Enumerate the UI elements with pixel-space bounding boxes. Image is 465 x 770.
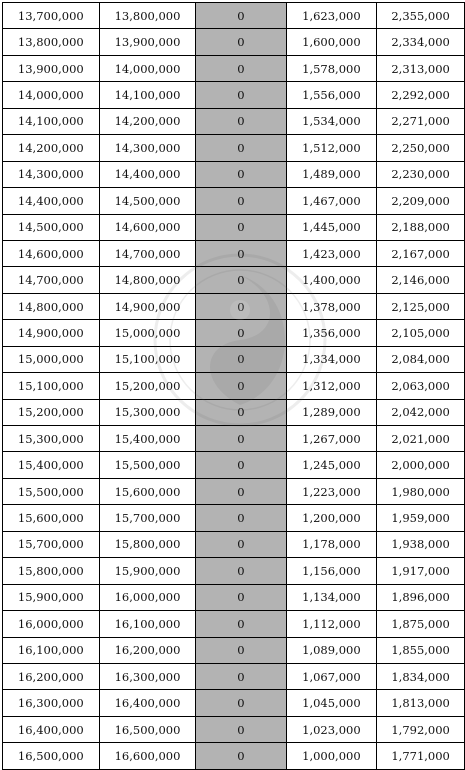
income-from-cell: 14,700,000 <box>3 267 100 293</box>
table-row <box>3 188 465 214</box>
amount-b-cell: 2,355,000 <box>377 3 465 29</box>
income-to-cell: 15,400,000 <box>99 426 196 452</box>
income-from-cell: 15,400,000 <box>3 452 100 478</box>
shaded-value-cell: 0 <box>196 240 286 266</box>
amount-b-cell: 2,000,000 <box>377 452 465 478</box>
income-from-cell: 15,100,000 <box>3 373 100 399</box>
amount-a-cell: 1,112,000 <box>286 611 377 637</box>
amount-b-cell: 2,105,000 <box>377 320 465 346</box>
table-body <box>3 3 465 770</box>
income-from-cell: 14,500,000 <box>3 214 100 240</box>
table-row <box>3 531 465 557</box>
income-to-cell: 14,900,000 <box>99 293 196 319</box>
income-to-cell: 13,800,000 <box>99 3 196 29</box>
income-to-cell: 13,900,000 <box>99 29 196 55</box>
income-to-cell: 15,900,000 <box>99 558 196 584</box>
amount-b-cell: 1,980,000 <box>377 478 465 504</box>
income-from-cell: 15,800,000 <box>3 558 100 584</box>
amount-b-cell: 2,042,000 <box>377 399 465 425</box>
income-to-cell: 14,400,000 <box>99 161 196 187</box>
shaded-value-cell: 0 <box>196 161 286 187</box>
income-to-cell: 15,600,000 <box>99 478 196 504</box>
shaded-value-cell: 0 <box>196 135 286 161</box>
table-row <box>3 135 465 161</box>
table-row <box>3 663 465 689</box>
income-from-cell: 15,700,000 <box>3 531 100 557</box>
amount-b-cell: 1,771,000 <box>377 743 465 769</box>
shaded-value-cell: 0 <box>196 452 286 478</box>
table-row <box>3 478 465 504</box>
amount-a-cell: 1,623,000 <box>286 3 377 29</box>
amount-b-cell: 2,146,000 <box>377 267 465 293</box>
table-row <box>3 55 465 81</box>
shaded-value-cell: 0 <box>196 426 286 452</box>
income-to-cell: 16,000,000 <box>99 584 196 610</box>
table-row <box>3 320 465 346</box>
amount-b-cell: 2,167,000 <box>377 240 465 266</box>
table-row <box>3 29 465 55</box>
income-to-cell: 14,700,000 <box>99 240 196 266</box>
income-from-cell: 13,700,000 <box>3 3 100 29</box>
amount-b-cell: 2,230,000 <box>377 161 465 187</box>
table-row <box>3 108 465 134</box>
shaded-value-cell: 0 <box>196 55 286 81</box>
amount-b-cell: 1,792,000 <box>377 716 465 742</box>
shaded-value-cell: 0 <box>196 267 286 293</box>
income-to-cell: 16,600,000 <box>99 743 196 769</box>
amount-a-cell: 1,445,000 <box>286 214 377 240</box>
table-row <box>3 452 465 478</box>
tax-bracket-table <box>2 2 465 770</box>
amount-b-cell: 1,938,000 <box>377 531 465 557</box>
income-from-cell: 14,400,000 <box>3 188 100 214</box>
shaded-value-cell: 0 <box>196 399 286 425</box>
income-from-cell: 16,100,000 <box>3 637 100 663</box>
income-to-cell: 16,200,000 <box>99 637 196 663</box>
table-row <box>3 558 465 584</box>
amount-b-cell: 2,021,000 <box>377 426 465 452</box>
shaded-value-cell: 0 <box>196 320 286 346</box>
amount-a-cell: 1,534,000 <box>286 108 377 134</box>
amount-a-cell: 1,600,000 <box>286 29 377 55</box>
income-to-cell: 15,300,000 <box>99 399 196 425</box>
income-from-cell: 15,300,000 <box>3 426 100 452</box>
income-from-cell: 15,200,000 <box>3 399 100 425</box>
table-row <box>3 584 465 610</box>
income-to-cell: 14,300,000 <box>99 135 196 161</box>
income-from-cell: 16,300,000 <box>3 690 100 716</box>
income-to-cell: 15,200,000 <box>99 373 196 399</box>
amount-b-cell: 1,875,000 <box>377 611 465 637</box>
amount-a-cell: 1,356,000 <box>286 320 377 346</box>
amount-b-cell: 2,188,000 <box>377 214 465 240</box>
income-to-cell: 15,800,000 <box>99 531 196 557</box>
amount-a-cell: 1,045,000 <box>286 690 377 716</box>
amount-a-cell: 1,245,000 <box>286 452 377 478</box>
shaded-value-cell: 0 <box>196 716 286 742</box>
table-row <box>3 214 465 240</box>
income-from-cell: 15,500,000 <box>3 478 100 504</box>
income-from-cell: 14,800,000 <box>3 293 100 319</box>
income-from-cell: 14,900,000 <box>3 320 100 346</box>
shaded-value-cell: 0 <box>196 214 286 240</box>
table-row <box>3 240 465 266</box>
amount-b-cell: 2,084,000 <box>377 346 465 372</box>
amount-b-cell: 1,896,000 <box>377 584 465 610</box>
amount-a-cell: 1,312,000 <box>286 373 377 399</box>
amount-b-cell: 2,125,000 <box>377 293 465 319</box>
table-row <box>3 373 465 399</box>
amount-a-cell: 1,467,000 <box>286 188 377 214</box>
amount-b-cell: 2,271,000 <box>377 108 465 134</box>
amount-a-cell: 1,134,000 <box>286 584 377 610</box>
income-from-cell: 14,300,000 <box>3 161 100 187</box>
shaded-value-cell: 0 <box>196 611 286 637</box>
amount-a-cell: 1,089,000 <box>286 637 377 663</box>
amount-a-cell: 1,578,000 <box>286 55 377 81</box>
amount-a-cell: 1,378,000 <box>286 293 377 319</box>
table-row <box>3 267 465 293</box>
income-to-cell: 15,000,000 <box>99 320 196 346</box>
income-from-cell: 16,000,000 <box>3 611 100 637</box>
table-row <box>3 346 465 372</box>
amount-b-cell: 1,855,000 <box>377 637 465 663</box>
amount-a-cell: 1,067,000 <box>286 663 377 689</box>
table-row <box>3 637 465 663</box>
amount-b-cell: 2,292,000 <box>377 82 465 108</box>
shaded-value-cell: 0 <box>196 293 286 319</box>
shaded-value-cell: 0 <box>196 108 286 134</box>
amount-b-cell: 1,834,000 <box>377 663 465 689</box>
income-to-cell: 16,100,000 <box>99 611 196 637</box>
amount-a-cell: 1,423,000 <box>286 240 377 266</box>
income-to-cell: 16,300,000 <box>99 663 196 689</box>
amount-a-cell: 1,512,000 <box>286 135 377 161</box>
amount-a-cell: 1,267,000 <box>286 426 377 452</box>
amount-a-cell: 1,200,000 <box>286 505 377 531</box>
amount-a-cell: 1,489,000 <box>286 161 377 187</box>
income-to-cell: 16,400,000 <box>99 690 196 716</box>
shaded-value-cell: 0 <box>196 82 286 108</box>
shaded-value-cell: 0 <box>196 188 286 214</box>
table-row <box>3 293 465 319</box>
shaded-value-cell: 0 <box>196 3 286 29</box>
income-from-cell: 14,000,000 <box>3 82 100 108</box>
amount-b-cell: 2,313,000 <box>377 55 465 81</box>
amount-a-cell: 1,000,000 <box>286 743 377 769</box>
shaded-value-cell: 0 <box>196 505 286 531</box>
tax-table-container <box>2 2 465 770</box>
amount-a-cell: 1,156,000 <box>286 558 377 584</box>
income-to-cell: 14,200,000 <box>99 108 196 134</box>
income-from-cell: 14,200,000 <box>3 135 100 161</box>
amount-a-cell: 1,223,000 <box>286 478 377 504</box>
amount-a-cell: 1,178,000 <box>286 531 377 557</box>
amount-b-cell: 1,917,000 <box>377 558 465 584</box>
income-to-cell: 14,800,000 <box>99 267 196 293</box>
amount-a-cell: 1,289,000 <box>286 399 377 425</box>
income-to-cell: 15,700,000 <box>99 505 196 531</box>
income-from-cell: 16,400,000 <box>3 716 100 742</box>
amount-b-cell: 1,813,000 <box>377 690 465 716</box>
income-from-cell: 14,600,000 <box>3 240 100 266</box>
shaded-value-cell: 0 <box>196 584 286 610</box>
table-row <box>3 505 465 531</box>
shaded-value-cell: 0 <box>196 743 286 769</box>
shaded-value-cell: 0 <box>196 346 286 372</box>
table-row <box>3 743 465 769</box>
income-to-cell: 15,100,000 <box>99 346 196 372</box>
amount-b-cell: 2,334,000 <box>377 29 465 55</box>
amount-a-cell: 1,023,000 <box>286 716 377 742</box>
income-from-cell: 13,800,000 <box>3 29 100 55</box>
shaded-value-cell: 0 <box>196 637 286 663</box>
income-to-cell: 16,500,000 <box>99 716 196 742</box>
income-from-cell: 16,200,000 <box>3 663 100 689</box>
income-to-cell: 14,100,000 <box>99 82 196 108</box>
table-row <box>3 399 465 425</box>
income-from-cell: 15,000,000 <box>3 346 100 372</box>
shaded-value-cell: 0 <box>196 373 286 399</box>
income-from-cell: 15,900,000 <box>3 584 100 610</box>
shaded-value-cell: 0 <box>196 29 286 55</box>
amount-b-cell: 2,250,000 <box>377 135 465 161</box>
table-row <box>3 716 465 742</box>
income-to-cell: 14,600,000 <box>99 214 196 240</box>
income-to-cell: 15,500,000 <box>99 452 196 478</box>
shaded-value-cell: 0 <box>196 663 286 689</box>
table-row <box>3 690 465 716</box>
shaded-value-cell: 0 <box>196 558 286 584</box>
amount-a-cell: 1,400,000 <box>286 267 377 293</box>
amount-a-cell: 1,556,000 <box>286 82 377 108</box>
income-from-cell: 15,600,000 <box>3 505 100 531</box>
shaded-value-cell: 0 <box>196 690 286 716</box>
income-from-cell: 13,900,000 <box>3 55 100 81</box>
amount-b-cell: 1,959,000 <box>377 505 465 531</box>
amount-b-cell: 2,063,000 <box>377 373 465 399</box>
income-to-cell: 14,500,000 <box>99 188 196 214</box>
table-row <box>3 161 465 187</box>
table-row <box>3 82 465 108</box>
income-to-cell: 14,000,000 <box>99 55 196 81</box>
table-row <box>3 3 465 29</box>
table-row <box>3 426 465 452</box>
income-from-cell: 14,100,000 <box>3 108 100 134</box>
amount-a-cell: 1,334,000 <box>286 346 377 372</box>
shaded-value-cell: 0 <box>196 531 286 557</box>
shaded-value-cell: 0 <box>196 478 286 504</box>
table-row <box>3 611 465 637</box>
amount-b-cell: 2,209,000 <box>377 188 465 214</box>
income-from-cell: 16,500,000 <box>3 743 100 769</box>
